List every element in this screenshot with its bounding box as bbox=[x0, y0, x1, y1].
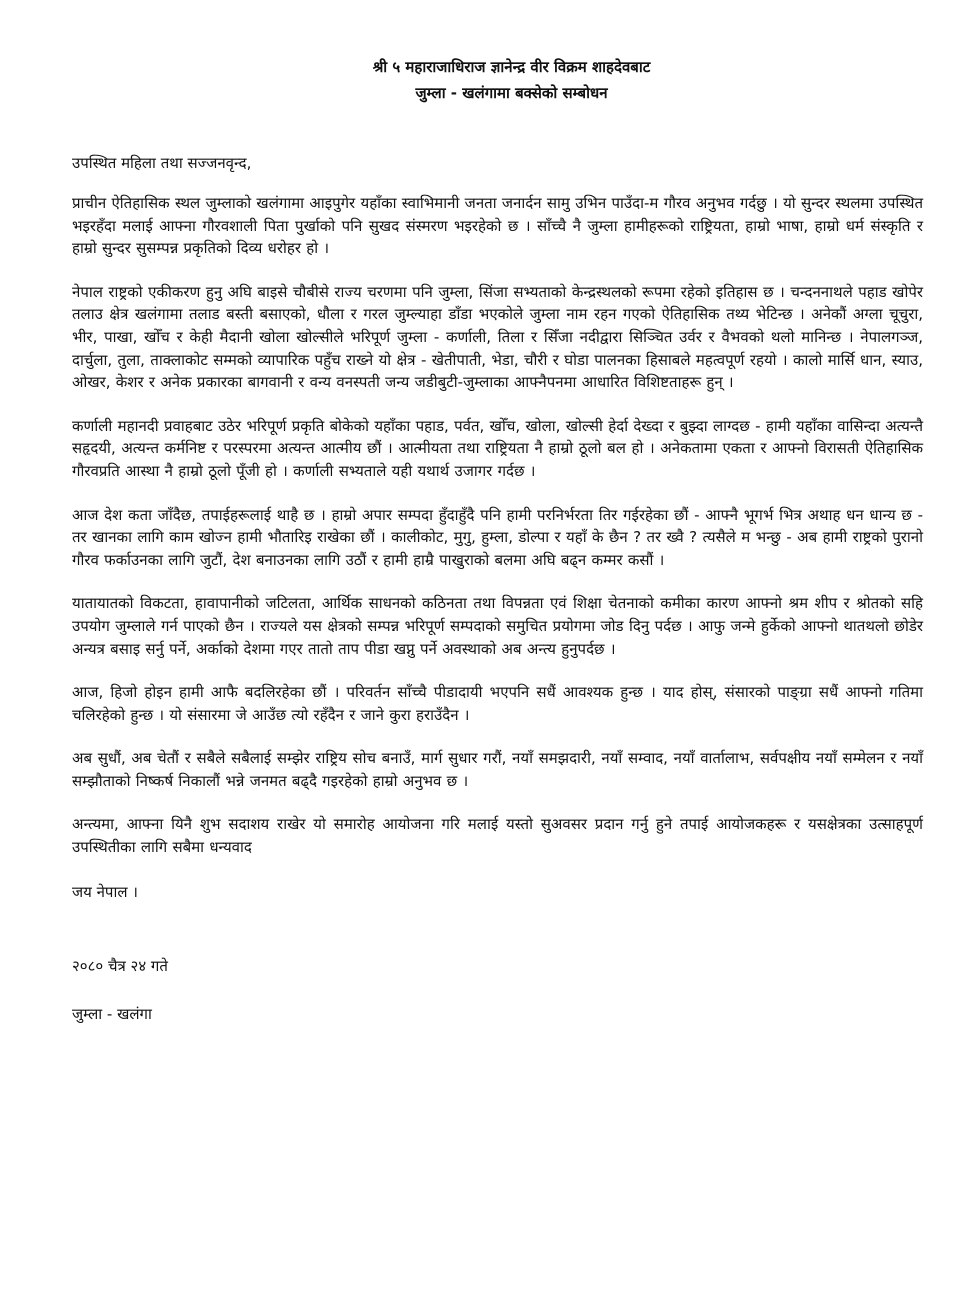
document-place: जुम्ला - खलंगा bbox=[72, 1004, 152, 1023]
paragraph-5: यातायातको विकटता, हावापानीको जटिलता, आर्थिक साधनको कठिनता तथा विपन्नता एवं शिक्षा चेतनाको कमीका कारण आफ्नो श्रम शीप र श्रोतको सहि उपयोग जुम्लाले गर्न पाएको छैन । राज्यले यस क्षेत्रको सम्पन्न भरिपूर्ण सम्पदाको समुचित प्रयोगमा जोड दिनु पर्दछ । आफु जन्मे हुर्केको आफ्नो थातथलो छोडेर अन्यत्र बसाइ सर्नु पर्ने, अर्काको देशमा गएर तातो ताप पीडा खप्नु पर्ने अवस्थाको अब अन्त्य हुनुपर्दछ । bbox=[72, 594, 923, 658]
paragraph-2: नेपाल राष्ट्रको एकीकरण हुनु अघि बाइसे चौबीसे राज्य चरणमा पनि जुम्ला, सिंजा सभ्यताको केन्द्रस्थलको रूपमा रहेको इतिहास छ । चन्दननाथले पहाड खोपेर तलाउ क्षेत्र खलंगामा तलाड बस्ती बसाएको, धौला र गरल जुम्ल्याहा डाँडा भएकोले जुम्ला नाम रहन गएको ऐतिहासिक तथ्य भेटिन्छ । अनेकौं अग्ला चूचुरा, भीर, पाखा, खोँच र केही मैदानी खोला खोल्सीले भरिपूर्ण जुम्ला - कर्णाली, तिला र सिँजा नदीद्वारा सिञ्चित उर्वर र वैभवको थलो मानिन्छ । नेपालगञ्ज, दार्चुला, तुला, ताक्लाकोट सम्मको व्यापारिक पहुँच राख्ने यो क्षेत्र - खेतीपाती, भेडा, चौरी र घोडा पालनका हिसाबले महत्वपूर्ण रहयो । कालो मार्सि धान, स्याउ, ओखर, केशर र अनेक प्रकारका बागवानी र वन्य वनस्पती जन्य जडीबुटी-जुम्लाका आफ्नैपनमा आधारित विशिष्टताहरू हुन् । bbox=[72, 282, 923, 392]
body-paragraphs bbox=[72, 192, 923, 859]
salutation: उपस्थित महिला तथा सज्जनवृन्द, bbox=[72, 154, 252, 172]
heading-line-1: श्री ५ महाराजाधिराज ज्ञानेन्द्र वीर विक्रम शाहदेवबाट bbox=[372, 58, 651, 76]
heading-line-2: जुम्ला - खलंगामा बक्सेको सम्बोधन bbox=[415, 84, 608, 102]
paragraph-3: कर्णाली महानदी प्रवाहबाट उठेर भरिपूर्ण प्रकृति बोकेको यहाँका पहाड, पर्वत, खोँच, खोला, खोल्सी हेर्दा देख्दा र बुझ्दा लाग्दछ - हामी यहाँका वासिन्दा अत्यन्तै सहृदयी, अत्यन्त कर्मनिष्ट र परस्परमा अत्यन्त आत्मीय छौं । आत्मीयता तथा राष्ट्रियता नै हाम्रो ठूलो बल हो । अनेकतामा एकता र आफ्नो विरासती ऐतिहासिक गौरवप्रति आस्था नै हाम्रो ठूलो पूँजी हो । कर्णाली सभ्यताले यही यथार्थ उजागर गर्दछ । bbox=[72, 416, 923, 480]
paragraph-4: आज देश कता जाँदैछ, तपाईहरूलाई थाहै छ । हाम्रो अपार सम्पदा हुँदाहुँदै पनि हामी परनिर्भरता तिर गईरहेका छौं - आफ्नै भूगर्भ भित्र अथाह धन धान्य छ - तर खानका लागि काम खोज्न हामी भौतारिइ राखेका छौं । कालीकोट, मुगु, हुम्ला, डोल्पा र यहाँ के छैन ? तर ख्वै ? त्यसैले म भन्छु - अब हामी राष्ट्रको पुरानो गौरव फर्काउनका लागि जुटौं, देश बनाउनका लागि उठौं र हामी हाम्रै पाखुराको बलमा अघि बढ्न कम्मर कसौं । bbox=[72, 505, 923, 569]
paragraph-8: अन्त्यमा, आफ्ना यिनै शुभ सदाशय राखेर यो समारोह आयोजना गरि मलाई यस्तो सुअवसर प्रदान गर्नु हुने तपाई आयोजकहरू र यसक्षेत्रका उत्साहपूर्ण उपस्थितीका लागि सबैमा धन्यवाद bbox=[72, 815, 923, 857]
paragraph-6: आज, हिजो होइन हामी आफै बदलिरहेका छौं । परिवर्तन साँच्चै पीडादायी भएपनि सधैं आवश्यक हुन्छ । याद होस्, संसारको पाङ्ग्रा सधैं आफ्नो गतिमा चलिरहेको हुन्छ । यो संसारमा जे आउँछ त्यो रहँदैन र जाने कुरा हराउँदैन । bbox=[72, 683, 923, 724]
document-heading bbox=[72, 54, 923, 106]
paragraph-1: प्राचीन ऐतिहासिक स्थल जुम्लाको खलंगामा आइपुगेर यहाँका स्वाभिमानी जनता जनार्दन सामु उभिन पाउँदा-म गौरव अनुभव गर्दछु । यो सुन्दर स्थलमा उपस्थित भइरहँदा मलाई आफ्ना गौरवशाली पिता पुर्खाको पनि सुखद संस्मरण भइरहेको छ । साँच्चै नै जुम्ला हामीहरूको राष्ट्रियता, हाम्रो भाषा, हाम्रो धर्म संस्कृति र हाम्रो सुन्दर सुसम्पन्न प्रकृतिको दिव्य धरोहर हो । bbox=[72, 194, 923, 258]
document-date: २०८० चैत्र २४ गते bbox=[72, 956, 168, 975]
closing-line: जय नेपाल । bbox=[72, 882, 138, 901]
paragraph-7: अब सुधौं, अब चेतौं र सबैले सबैलाई सम्झेर राष्ट्रिय सोच बनाउँ, मार्ग सुधार गरौं, नयाँ समझदारी, नयाँ सम्वाद, नयाँ वार्तालाभ, सर्वपक्षीय नयाँ सम्मेलन र नयाँ सम्झौताको निष्कर्ष निकालौं भन्ने जनमत बढ्दै गइरहेको हाम्रो अनुभव छ । bbox=[72, 749, 923, 790]
